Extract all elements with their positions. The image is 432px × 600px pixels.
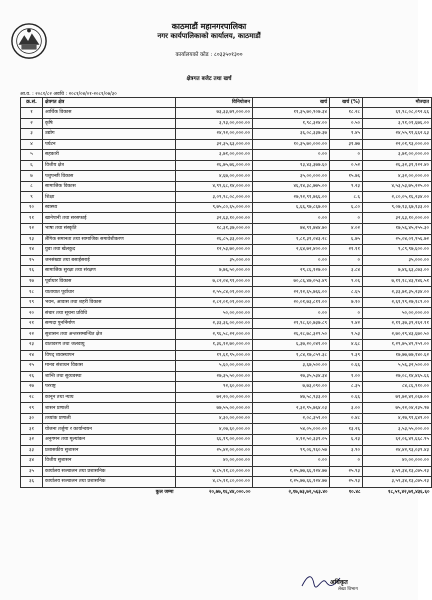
row-expenditure: १३,४३,३७७.६०	[253, 160, 330, 171]
row-allocation: ७७,५५,००,०००.००	[176, 403, 253, 414]
row-sn: ३	[21, 129, 43, 140]
table-row	[21, 129, 432, 140]
row-expenditure: ०.००	[253, 456, 330, 467]
row-sn: २४	[21, 350, 43, 361]
total-percent: १०.४८	[348, 489, 361, 495]
table-row	[21, 181, 432, 192]
row-sn: ३१	[21, 424, 43, 435]
row-area: सम्पदा पुनर्निर्माण	[43, 318, 176, 329]
row-sn: १०	[21, 202, 43, 213]
row-expenditure: २२,१२,६५,७६६.००	[253, 287, 330, 298]
row-area: पूर्वाधार विकास	[43, 276, 176, 287]
table-row	[21, 192, 432, 203]
row-expenditure: ७,७३,०९०.००	[253, 382, 330, 393]
row-area: लैंगिक समानता तथा सामाजिक समावेशीकरण	[43, 234, 176, 245]
budget-table	[20, 97, 432, 497]
row-percent: ०.५०	[330, 118, 363, 129]
row-expenditure: ०.००	[253, 150, 330, 161]
row-sn: २०	[21, 308, 43, 319]
row-percent: ४.०२	[330, 224, 363, 235]
row-expenditure: २,३२,९५,७६४.०३	[253, 403, 330, 414]
row-allocation: ७३,३३,७९,०००.००	[176, 108, 253, 119]
table-row	[21, 361, 432, 372]
row-percent: ३.००	[330, 403, 363, 414]
row-sn: १४	[21, 245, 43, 256]
row-area: कार्यालय सञ्चालन तथा प्रशासनिक	[43, 477, 176, 488]
row-allocation: २६,७५,७६,०००.००	[176, 160, 253, 171]
row-expenditure: ११,३५,७०,९०७.३४	[253, 108, 330, 119]
row-remaining: ७,११,१८,४३,९४६.५१	[363, 276, 432, 287]
office-code: कार्यालयको कोड : ८०३३५०१३००	[175, 52, 243, 58]
row-expenditure: १०,३५,७०,०००.००	[253, 139, 330, 150]
row-expenditure: १,९८,३२४.००	[253, 118, 330, 129]
row-percent: ३.८४	[330, 266, 363, 277]
row-area: पर्यटन	[43, 139, 176, 150]
row-sn: ३६	[21, 477, 43, 488]
row-allocation: ६६,१९,००,०००.००	[176, 434, 253, 445]
row-allocation: २४,९२,००,०००.००	[176, 129, 253, 140]
row-expenditure: ३५,००,०००.००	[253, 171, 330, 182]
row-expenditure: ३६,०८,३३७.३७	[253, 129, 330, 140]
row-remaining: २,७०,२९,४३,६७०.५०	[363, 329, 432, 340]
row-allocation: ४०,००,०००.००	[176, 456, 253, 467]
row-percent: ०.५२	[330, 160, 363, 171]
col-header-sn: क्र.सं.	[21, 98, 43, 108]
table-row	[21, 456, 432, 467]
row-sn: १६	[21, 266, 43, 277]
row-sn: २१	[21, 318, 43, 329]
row-sn: ६	[21, 160, 43, 171]
row-remaining: ६१,९८,०८,०९२.६६	[363, 108, 432, 119]
col-header-remaining: मौज्दात	[363, 98, 432, 108]
row-allocation: ५०,००,०००.००	[176, 308, 253, 319]
row-expenditure: २०,०१,७३,८११.००	[253, 297, 330, 308]
row-percent: ४.६८	[330, 340, 363, 351]
row-expenditure: ३,६७,५००.००	[253, 361, 330, 372]
table-header-row	[21, 98, 432, 108]
row-percent: ०	[330, 150, 363, 161]
row-area: स्वास्थ्य	[43, 202, 176, 213]
row-allocation: ९,७५,८०,६५,०००.००	[176, 202, 253, 213]
row-remaining: १७,५६,४५,२५५.३०	[363, 224, 432, 235]
table-row	[21, 287, 432, 298]
row-area: सहकारी	[43, 150, 176, 161]
row-expenditure: ४,१२,५०,३३१.०५	[253, 434, 330, 445]
row-percent: ३१.७७	[330, 139, 363, 150]
row-area: भवन, आवास तथा शहरी विकास	[43, 297, 176, 308]
row-sn: २	[21, 118, 43, 129]
row-area: विपद् व्यवस्थापन	[43, 350, 176, 361]
table-row	[21, 118, 432, 129]
table-row	[21, 371, 432, 382]
row-allocation: १८,३१,३७,०००.००	[176, 224, 253, 235]
row-remaining: ४,५३,५३,७५,२२५.००	[363, 181, 432, 192]
row-allocation: ७,८२,०४,९१,०००.००	[176, 276, 253, 287]
row-expenditure: २७,९२,९१,७६६.००	[253, 192, 330, 203]
row-allocation: ४,०७,६०,०००.००	[176, 424, 253, 435]
row-area: योजना तर्जुमा र कार्यान्वयन	[43, 424, 176, 435]
row-percent: ६.७५	[330, 234, 363, 245]
row-expenditure: १,२५,७७,६६,१२४.७७	[253, 477, 330, 488]
row-expenditure: ०.००	[253, 308, 330, 319]
row-percent: ९.२३	[330, 181, 363, 192]
row-allocation: २७,३५,५०,०००.००	[176, 371, 253, 382]
row-area: संचार तथा सूचना प्रविधि	[43, 308, 176, 319]
row-area: प्रशासकीय सुशासन	[43, 445, 176, 456]
total-remaining: १८,५९,४२,७१,४३६.६०	[387, 489, 430, 495]
document-title: क्षेत्रगत बजेट तथा खर्च	[186, 76, 232, 82]
row-remaining: ७५,२२,०४,२३५.९७	[363, 403, 432, 414]
row-sn: ११	[21, 213, 43, 224]
row-percent: ९.४२	[330, 318, 363, 329]
table-row	[21, 139, 432, 150]
row-area: उद्योग	[43, 129, 176, 140]
row-allocation: ३,७१,००,०००.००	[176, 150, 253, 161]
row-remaining: ६२,०६,४९,६६८.९५	[363, 434, 432, 445]
row-sn: २७	[21, 382, 43, 393]
table-row	[21, 245, 432, 256]
total-expenditure: २,१७,७३,७२,५६३.४०	[288, 489, 328, 495]
row-allocation: ३,०९,९८,०८,०००.००	[176, 192, 253, 203]
row-percent: ०	[330, 213, 363, 224]
table-row	[21, 224, 432, 235]
table-row	[21, 297, 432, 308]
row-percent: ०.४८	[330, 413, 363, 424]
table-row	[21, 171, 432, 182]
table-row	[21, 445, 432, 456]
row-percent: ०.६६	[330, 361, 363, 372]
row-area: युवा तथा खेलकुद	[43, 245, 176, 256]
row-area: खानेपानी तथा सरसफाई	[43, 213, 176, 224]
row-area: अनुगमन तथा मूल्यांकन	[43, 434, 176, 445]
row-sn: २५	[21, 361, 43, 372]
row-percent: ८.३५	[330, 382, 363, 393]
row-percent: ९.५३	[330, 329, 363, 340]
row-area: वित्तीय क्षेत्र	[43, 160, 176, 171]
row-sn: १७	[21, 276, 43, 287]
row-sn: ३०	[21, 413, 43, 424]
row-remaining: ३,५९,३४,१३,८७५.२३	[363, 466, 432, 477]
row-sn: ९	[21, 192, 43, 203]
table-row	[21, 466, 432, 477]
row-sn: ३५	[21, 466, 43, 477]
row-allocation: २,९६,५८,२२,०००.००	[176, 329, 253, 340]
row-remaining: ३२,६३,१०,०००.००	[363, 213, 432, 224]
row-remaining: २,३३,७१,३५,२३४.००	[363, 287, 432, 298]
row-sn: २९	[21, 403, 43, 414]
row-allocation: ७,७६,५०,०००.००	[176, 266, 253, 277]
row-remaining: ३,५३,५५,०००.००	[363, 424, 432, 435]
row-remaining: ४०,००,०००.००	[363, 456, 432, 467]
row-remaining: ३,७१,००,०००.००	[363, 150, 432, 161]
row-expenditure: ४७,५८,९३३.००	[253, 392, 330, 403]
row-sn: १९	[21, 297, 43, 308]
row-remaining: २६,३२,३१,१२२.४०	[363, 160, 432, 171]
row-expenditure: २,६४,७२,४००.००	[253, 245, 330, 256]
row-remaining: ४,३२,००,०००.००	[363, 171, 432, 182]
row-sn: १	[21, 108, 43, 119]
row-sn: ७	[21, 171, 43, 182]
row-expenditure: ५४,०५,०००.००	[253, 424, 330, 435]
row-allocation: ३,९३,००,०००.००	[176, 118, 253, 129]
table-row	[21, 424, 432, 435]
row-sn: ८	[21, 181, 43, 192]
row-percent: ७.१०	[330, 297, 363, 308]
row-remaining: ३,९१,०१,६७६.००	[363, 118, 432, 129]
row-area: शान्ति तथा सुव्यवस्था	[43, 371, 176, 382]
total-label: कुल जम्मा	[155, 489, 174, 495]
row-sn: ४	[21, 139, 43, 150]
row-expenditure: ९९,०६,९६०.५७	[253, 445, 330, 456]
row-percent: ०	[330, 255, 363, 266]
row-expenditure: ४६,१४,३८,७७५.००	[253, 181, 330, 192]
row-expenditure: ०.००	[253, 213, 330, 224]
row-area: सामाजिक सुरक्षा तथा संरक्षण	[43, 266, 176, 277]
row-remaining: ८४,८६,९१०.००	[363, 382, 432, 393]
table-row	[21, 213, 432, 224]
row-area: पशुपन्छी विकास	[43, 171, 176, 182]
row-percent: ०	[330, 308, 363, 319]
table-row	[21, 329, 432, 340]
row-sn: १३	[21, 234, 43, 245]
row-area: आर्थिक विकास	[43, 108, 176, 119]
row-sn: ३३	[21, 445, 43, 456]
row-expenditure: १,८१,३१,०४३.२८	[253, 234, 330, 245]
table-row	[21, 108, 432, 119]
table-row	[21, 477, 432, 488]
row-area: कृषि	[43, 118, 176, 129]
row-sn: २३	[21, 340, 43, 351]
row-percent: ०.६६	[330, 392, 363, 403]
signatory-role: अधिकृत	[330, 579, 348, 586]
row-allocation: ४,८५,११,८०,०००.००	[176, 477, 253, 488]
row-allocation: ३२,३५,६३,०००.००	[176, 139, 253, 150]
row-expenditure: १,८४,१७,८५९.३८	[253, 350, 330, 361]
row-allocation: २,५५,८४,०१,०००.००	[176, 287, 253, 298]
row-expenditure: २६,२८,७८,३२९.५०	[253, 329, 330, 340]
row-sn: ३४	[21, 456, 43, 467]
row-area: सुशासन तथा अन्तरसम्बन्धित क्षेत्र	[43, 329, 176, 340]
row-remaining: २,८०,०५,१६,२३४.००	[363, 192, 432, 203]
row-percent: २५.९३	[330, 466, 363, 477]
row-percent: ८.६	[330, 192, 363, 203]
row-remaining: २,११,३७,३९,२६२.११	[363, 318, 432, 329]
row-allocation: २,८२,०१,०१,०००.००	[176, 297, 253, 308]
row-area: शिक्षा	[43, 192, 176, 203]
row-percent: ९.०६	[330, 276, 363, 287]
fiscal-period: आ.व. : २०८१/८२ अवधि : २०८१/०४/०१-२०८१/०७/३०	[20, 92, 117, 97]
row-allocation: ३५,०००.००	[176, 255, 253, 266]
row-remaining: २४,५५,९१,६६२.६३	[363, 129, 432, 140]
row-expenditure: २७,३५,५३४.३४	[253, 371, 330, 382]
row-allocation: ७२,२०,००,०००.००	[176, 392, 253, 403]
row-sn: १८	[21, 287, 43, 298]
row-area: जनसंख्या तथा बसाईसराई	[43, 255, 176, 266]
row-expenditure: ६,६६,९७,८६७.००	[253, 202, 330, 213]
row-allocation: ४,९९,६८,१४,०००.००	[176, 181, 253, 192]
table-row	[21, 255, 432, 266]
office-name: काठमाडौं महानगरपालिका	[171, 22, 247, 31]
table-row	[21, 160, 432, 171]
table-row	[21, 350, 432, 361]
table-row	[21, 413, 432, 424]
table-row	[21, 150, 432, 161]
row-percent: ८.६५	[330, 287, 363, 298]
row-allocation: ४,३०,००,०००.००	[176, 413, 253, 424]
signatory-department: लेखा विभाग	[338, 587, 358, 592]
row-sn: १२	[21, 224, 43, 235]
table-row	[21, 340, 432, 351]
row-remaining: २४,४२,९३,०३९.४३	[363, 445, 432, 456]
row-area: कानून तथा न्याय	[43, 392, 176, 403]
table-row	[21, 382, 432, 393]
row-remaining: ५,५६,३२,५००.००	[363, 361, 432, 372]
row-area: मानव संशाधन विकास	[43, 361, 176, 372]
row-area: वातावरण तथा जलवायु	[43, 340, 176, 351]
row-allocation: १९,६१,९५,०००.००	[176, 350, 253, 361]
table-row	[21, 403, 432, 414]
sub-office-name: नगर कार्यपालिकाको कार्यालय, काठमाडौं	[157, 32, 261, 40]
row-percent: १५.७६	[330, 171, 363, 182]
row-sn: २६	[21, 371, 43, 382]
table-row	[21, 392, 432, 403]
row-area: कार्यालय सञ्चालन तथा प्रशासनिक	[43, 466, 176, 477]
row-expenditure: ७४,९१,७४४.७०	[253, 224, 330, 235]
table-row	[21, 308, 432, 319]
row-remaining: २,६१,९९,२७,१८९.००	[363, 297, 432, 308]
row-sn: ५	[21, 150, 43, 161]
row-allocation: ५,६०,००,०००.००	[176, 361, 253, 372]
row-expenditure: ६,३७,२०,०४१.००	[253, 340, 330, 351]
row-percent: ६.२३	[330, 434, 363, 445]
row-remaining: ९,०७,१३,६७,१३३.००	[363, 202, 432, 213]
table-row	[21, 202, 432, 213]
row-allocation: ४,६७,००,०००.००	[176, 171, 253, 182]
row-remaining: ३,५९,३४,१३,८७५.२३	[363, 477, 432, 488]
row-expenditure: २१,९८,६०,७३७.८९	[253, 318, 330, 329]
row-expenditure: २९,८६,१२७.००	[253, 266, 330, 277]
col-header-area: क्षेत्रगत क्षेत्र	[43, 98, 176, 108]
row-remaining: ३५,०००.००	[363, 255, 432, 266]
table-row	[21, 266, 432, 277]
row-percent: १३.२६	[330, 424, 363, 435]
row-sn: २८	[21, 392, 43, 403]
row-allocation: ४,८५,११,८०,०००.००	[176, 466, 253, 477]
row-remaining: ७१,७२,४१,०६७.००	[363, 392, 432, 403]
row-percent: २१.११	[330, 245, 363, 256]
row-percent: १.००	[330, 371, 363, 382]
row-remaining: २७,०८,१४,४६५.६६	[363, 371, 432, 382]
row-remaining: ४,२७,९१,६४९.००	[363, 413, 432, 424]
row-percent: ६.८०	[330, 202, 363, 213]
row-remaining: ७,४६,६३,८७३.००	[363, 266, 432, 277]
col-header-allocation: विनियोजन	[176, 98, 253, 108]
table-row	[21, 434, 432, 445]
row-percent: १.४५	[330, 129, 363, 140]
table-row	[21, 276, 432, 287]
total-row	[21, 487, 432, 497]
row-remaining: २२,०१,९३,०००.००	[363, 139, 432, 150]
row-allocation: ३२,६३,१०,०००.००	[176, 213, 253, 224]
row-remaining: १७,७७,७७,१४०.६२	[363, 350, 432, 361]
row-area: यातायात पूर्वाधार	[43, 287, 176, 298]
row-area: भाषा तथा संस्कृति	[43, 224, 176, 235]
row-percent: १८.२८	[330, 108, 363, 119]
row-remaining: ९,८९,९७,६००.००	[363, 245, 432, 256]
row-remaining: ५०,००,०००.००	[363, 308, 432, 319]
row-expenditure: ७०,८६,४७,०५३.४९	[253, 276, 330, 287]
row-remaining: २५,०४,०१,९५६.७२	[363, 234, 432, 245]
row-remaining: १,२९,७५,४९,९५९.००	[363, 340, 432, 351]
row-expenditure: २,०८,३५१.००	[253, 413, 330, 424]
row-sn: २२	[21, 329, 43, 340]
row-percent: ०	[330, 456, 363, 467]
total-allocation: २०,७७,१६,४४,०००.००	[208, 489, 251, 495]
row-allocation: २,३३,३६,००,०००.००	[176, 318, 253, 329]
col-header-expenditure: खर्च	[253, 98, 330, 108]
row-percent: ९.३९	[330, 350, 363, 361]
row-area: वित्तीय सुशासन	[43, 456, 176, 467]
row-area: परराष्ट्र	[43, 382, 176, 393]
row-area: शासन प्रणाली	[43, 403, 176, 414]
table-row	[21, 234, 432, 245]
row-allocation: २६,८५,३३,०००.००	[176, 234, 253, 245]
table-row	[21, 318, 432, 329]
col-header-percent: खर्च (%)	[330, 98, 363, 108]
row-expenditure: १,२५,७७,६६,१२४.७७	[253, 466, 330, 477]
row-sn: १५	[21, 255, 43, 266]
row-allocation: १२,५३,७०,०००.००	[176, 245, 253, 256]
row-expenditure: ०.००	[253, 255, 330, 266]
row-allocation: २५,४२,००,०००.००	[176, 445, 253, 456]
row-allocation: १,३६,१२,७०,०००.००	[176, 340, 253, 351]
row-percent: ३.९०	[330, 445, 363, 456]
row-area: तथ्यांक प्रणाली	[43, 413, 176, 424]
row-sn: ३२	[21, 434, 43, 445]
row-area: सामाजिक विकास	[43, 181, 176, 192]
row-allocation: ९२,६०,०००.००	[176, 382, 253, 393]
row-percent: २५.९३	[330, 477, 363, 488]
